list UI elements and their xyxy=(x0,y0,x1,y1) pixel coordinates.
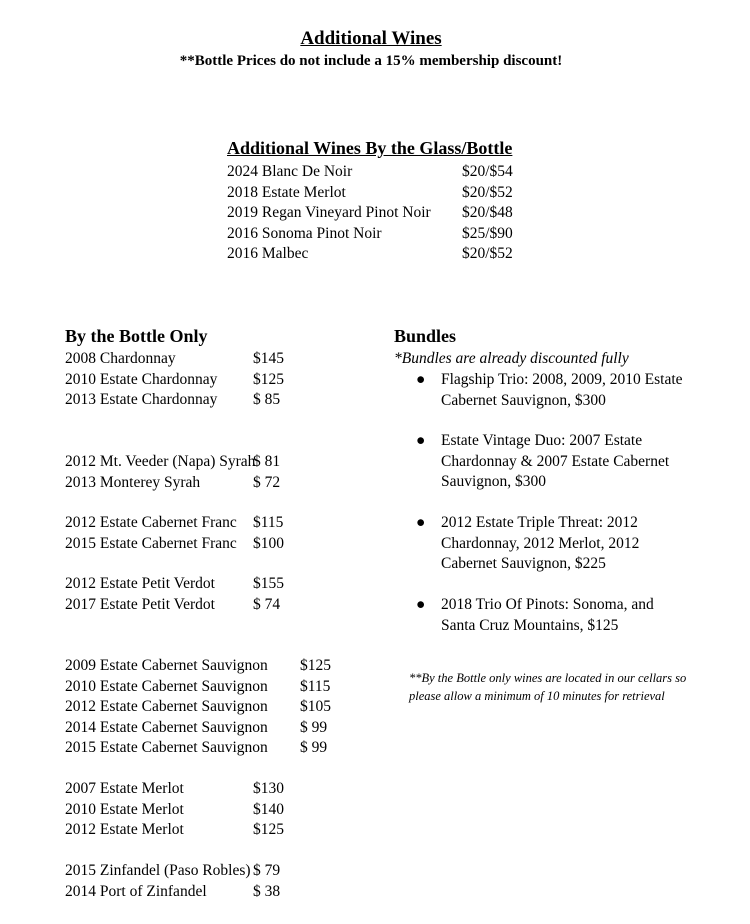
item-name: 2012 Estate Cabernet Sauvignon xyxy=(65,698,268,715)
bundle-line: Chardonnay & 2007 Estate Cabernet xyxy=(441,452,670,470)
item-name: 2013 Monterey Syrah xyxy=(65,473,201,491)
item-name: 2014 Estate Cabernet Sauvignon xyxy=(65,718,268,736)
membership-note: **Bottle Prices do not include a 15% membership discount! xyxy=(179,53,563,69)
item-name: 2016 Sonoma Pinot Noir xyxy=(227,224,382,242)
item-price: $115 xyxy=(253,514,284,531)
item-price: $140 xyxy=(253,800,284,818)
bundle-text xyxy=(441,370,691,411)
bundle-line: Cabernet Sauvignon, $300 xyxy=(441,391,606,409)
item-name: 2007 Estate Merlot xyxy=(65,780,184,797)
glass-heading: Additional Wines By the Glass/Bottle xyxy=(227,138,513,158)
footnote-line: **By the Bottle only wines are located in our cellars so xyxy=(409,671,687,685)
bottle-heading: By the Bottle Only xyxy=(65,326,208,346)
item-price: $ 99 xyxy=(300,739,328,756)
item-price: $ 85 xyxy=(253,391,281,408)
item-name: 2009 Estate Cabernet Sauvignon xyxy=(65,657,268,674)
item-name: 2012 Estate Merlot xyxy=(65,821,184,838)
item-name: 2008 Chardonnay xyxy=(65,350,176,367)
item-price: $ 79 xyxy=(253,862,281,879)
bullet-dot-icon: ● xyxy=(416,514,426,531)
item-price: $155 xyxy=(253,575,284,592)
item-price: $20/$54 xyxy=(462,163,513,180)
item-name: 2010 Estate Merlot xyxy=(65,800,184,818)
item-name: 2015 Zinfandel (Paso Robles) xyxy=(65,862,251,879)
item-name: 2016 Malbec xyxy=(227,245,309,262)
item-price: $ 38 xyxy=(253,882,281,900)
bundle-line: Chardonnay, 2012 Merlot, 2012 xyxy=(441,534,640,552)
bullet-dot-icon: ● xyxy=(416,371,426,388)
item-price: $105 xyxy=(300,698,331,715)
bundle-text xyxy=(441,431,691,493)
item-name: 2012 Mt. Veeder (Napa) Syrah xyxy=(65,453,256,470)
bundle-line: Santa Cruz Mountains, $125 xyxy=(441,616,619,634)
item-name: 2010 Estate Cabernet Sauvignon xyxy=(65,677,268,695)
bundle-line: 2012 Estate Triple Threat: 2012 xyxy=(441,514,638,531)
bundle-line: Cabernet Sauvignon, $225 xyxy=(441,555,606,572)
item-name: 2014 Port of Zinfandel xyxy=(65,882,207,900)
item-price: $25/$90 xyxy=(462,224,513,242)
item-name: 2012 Estate Petit Verdot xyxy=(65,575,215,592)
item-name: 2010 Estate Chardonnay xyxy=(65,370,218,388)
item-name: 2024 Blanc De Noir xyxy=(227,163,353,180)
item-price: $145 xyxy=(253,350,284,367)
item-name: 2015 Estate Cabernet Franc xyxy=(65,534,237,552)
item-price: $20/$48 xyxy=(462,204,513,221)
item-price: $125 xyxy=(253,370,284,388)
bullet-dot-icon: ● xyxy=(416,432,426,449)
item-name: 2018 Estate Merlot xyxy=(227,183,346,201)
page-title: Additional Wines xyxy=(300,28,442,49)
item-price: $125 xyxy=(253,821,284,838)
bundle-text xyxy=(441,595,691,636)
item-price: $130 xyxy=(253,780,284,797)
bundle-line: Sauvignon, $300 xyxy=(441,473,547,490)
bullet-dot-icon: ● xyxy=(416,596,426,613)
item-name: 2012 Estate Cabernet Franc xyxy=(65,514,237,531)
item-price: $ 99 xyxy=(300,718,328,736)
item-name: 2017 Estate Petit Verdot xyxy=(65,595,215,613)
bundle-text xyxy=(441,513,691,575)
bundle-line: Estate Vintage Duo: 2007 Estate xyxy=(441,432,643,449)
footnote-line: please allow a minimum of 10 minutes for retrieval xyxy=(409,689,665,703)
item-price: $125 xyxy=(300,657,331,674)
bundle-line: Flagship Trio: 2008, 2009, 2010 Estate xyxy=(441,371,683,388)
item-price: $ 74 xyxy=(253,595,281,613)
item-price: $ 81 xyxy=(253,453,281,470)
bundles-subheading: *Bundles are already discounted fully xyxy=(394,350,629,367)
item-price: $20/$52 xyxy=(462,183,513,201)
item-price: $100 xyxy=(253,534,284,552)
item-price: $20/$52 xyxy=(462,245,513,262)
bundles-heading: Bundles xyxy=(394,326,457,346)
item-name: 2013 Estate Chardonnay xyxy=(65,391,218,408)
bundle-line: 2018 Trio Of Pinots: Sonoma, and xyxy=(441,596,654,613)
item-name: 2015 Estate Cabernet Sauvignon xyxy=(65,739,268,756)
retrieval-footnote xyxy=(409,669,699,705)
item-price: $ 72 xyxy=(253,473,281,491)
item-price: $115 xyxy=(300,677,331,695)
item-name: 2019 Regan Vineyard Pinot Noir xyxy=(227,204,431,221)
